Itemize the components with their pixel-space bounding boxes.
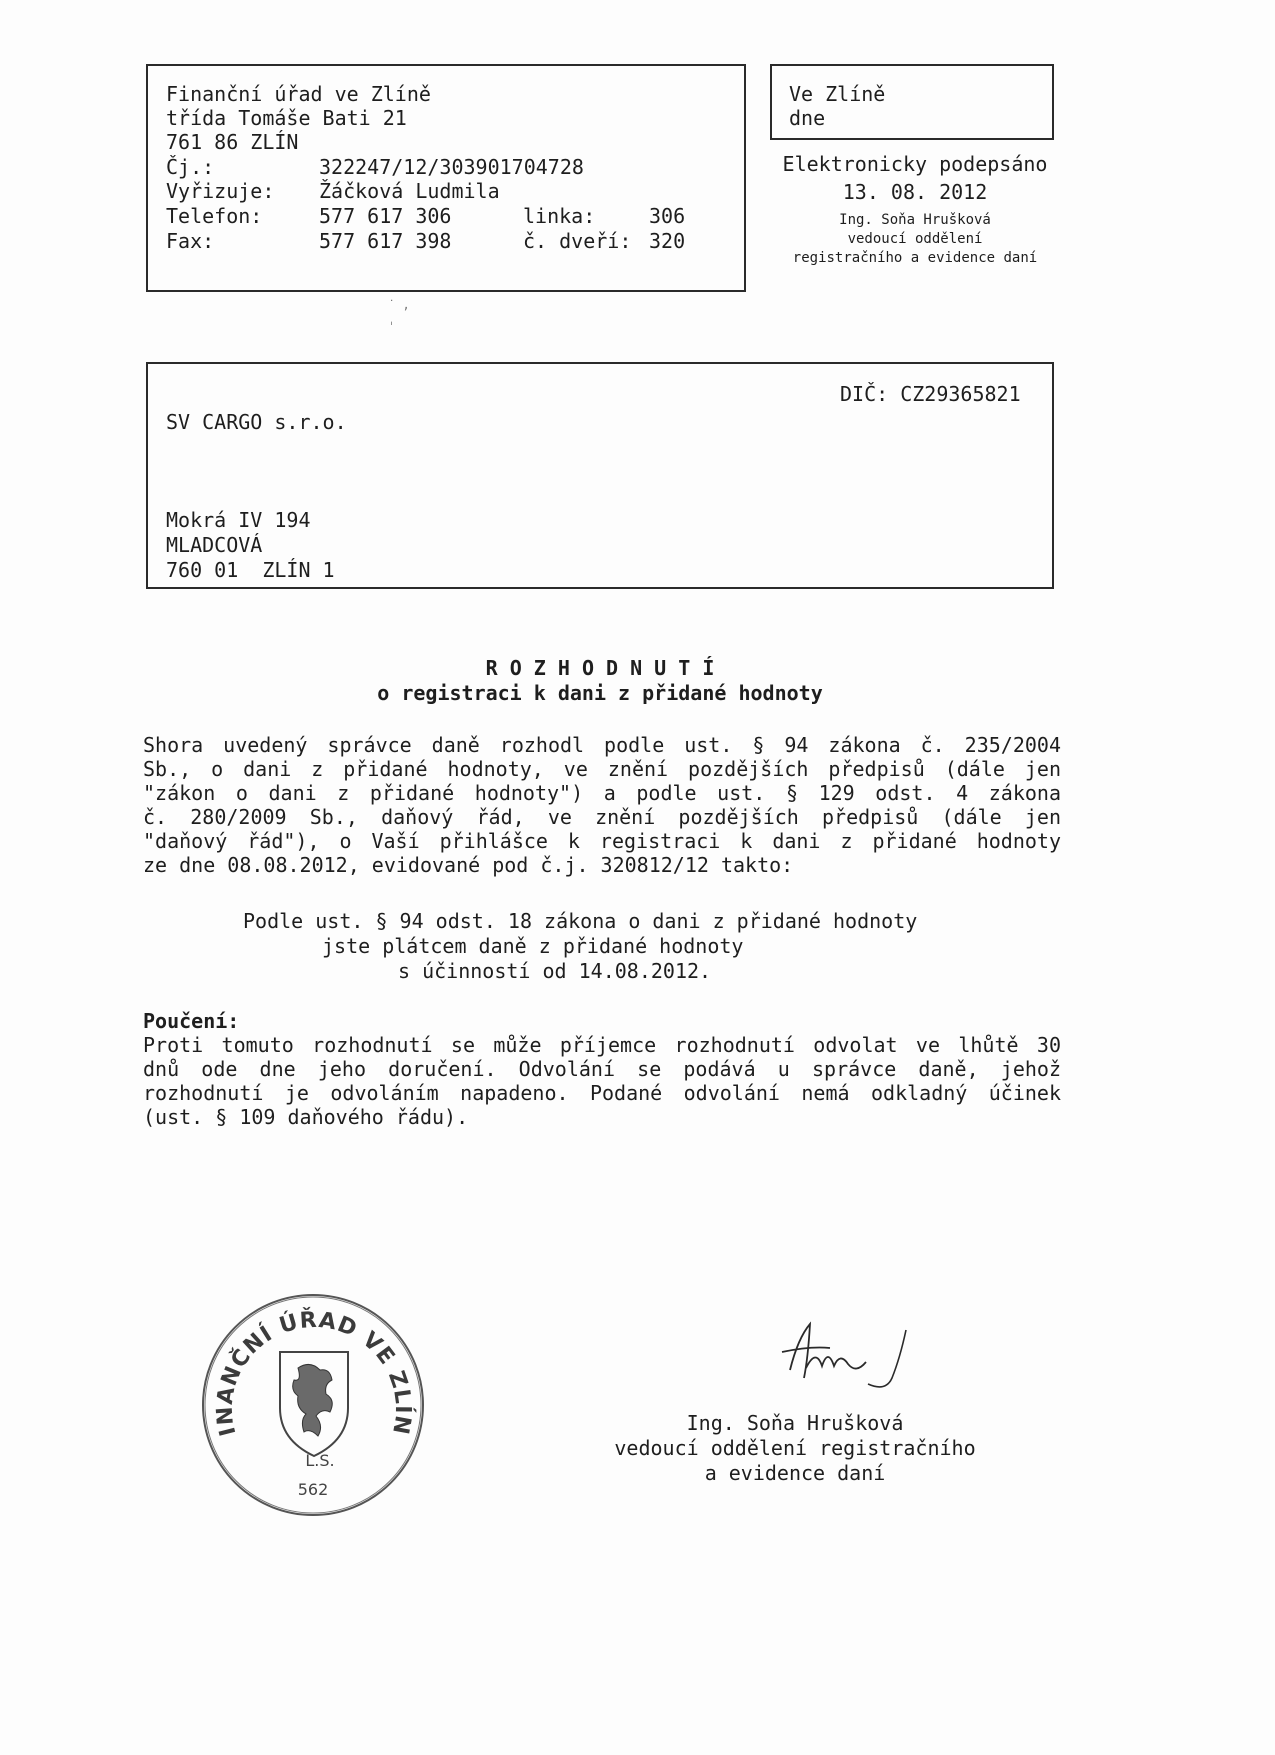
date-line: dne — [789, 106, 826, 130]
door-value: 320 — [649, 229, 686, 253]
phone-label: Telefon: — [166, 204, 263, 228]
stamp-text: INANČNÍ ÚŘAD VE ZLÍN — [212, 1307, 416, 1439]
instruction-heading: Poučení: — [143, 1009, 240, 1033]
e-signature-role2: registračního a evidence daní — [792, 250, 1038, 266]
stamp-number: 562 — [297, 1480, 329, 1499]
signatory-name: Ing. Soňa Hrušková — [686, 1411, 904, 1435]
recipient-city: 760 01 ZLÍN 1 — [166, 558, 335, 582]
instruction-line-2: dnů ode dne jeho doručení. Odvolání se podává u správce daně, jehož — [143, 1057, 1061, 1081]
body-line-2: Sb., o dani z přidané hodnoty, ve znění pozdějších předpisů (dále jen — [143, 757, 1061, 781]
official-stamp — [198, 1290, 428, 1520]
cj-value: 322247/12/303901704728 — [319, 155, 584, 179]
phone-value: 577 617 306 — [319, 204, 452, 228]
instruction-line-1: Proti tomuto rozhodnutí se může příjemce rozhodnutí odvolat ve lhůtě 30 — [143, 1033, 1061, 1057]
e-signature-role1: vedoucí oddělení — [847, 231, 983, 247]
document-title: R O Z H O D N U T Í — [485, 656, 715, 680]
sender-street: třída Tomáše Bati 21 — [166, 106, 407, 130]
stamp-ls: L.S. — [305, 1451, 335, 1470]
body-line-1: Shora uvedený správce daně rozhodl podle ust. § 94 zákona č. 235/2004 — [143, 733, 1061, 757]
instruction-line-3: rozhodnutí je odvoláním napadeno. Podané odvolání nemá odkladný účinek — [143, 1081, 1061, 1105]
body-line-6: ze dne 08.08.2012, evidované pod č.j. 320812/12 takto: — [143, 853, 794, 877]
handler-value: Žáčková Ludmila — [319, 179, 500, 203]
recipient-street: Mokrá IV 194 — [166, 508, 311, 532]
e-signature-label: Elektronicky podepsáno — [782, 152, 1048, 176]
signatory-role-1: vedoucí oddělení registračního — [614, 1436, 976, 1460]
stamp-graphic — [198, 1290, 428, 1520]
ext-label: linka: — [523, 204, 596, 228]
signatory-role-2: a evidence daní — [704, 1461, 886, 1485]
scan-mark: ˙ ,ˌ — [388, 298, 410, 326]
sender-office: Finanční úřad ve Zlíně — [166, 82, 431, 106]
place-line: Ve Zlíně — [789, 82, 886, 106]
body-line-4: č. 280/2009 Sb., daňový řád, ve znění pozdějších předpisů (dále jen — [143, 805, 1061, 829]
instruction-line-4: (ust. § 109 daňového řádu). — [143, 1105, 469, 1129]
handwritten-signature — [760, 1318, 940, 1408]
door-label: č. dveří: — [523, 229, 632, 253]
document-subtitle: o registraci k dani z přidané hodnoty — [377, 681, 823, 705]
stamp-lion — [293, 1364, 333, 1436]
decision-line-2: jste plátcem daně z přidané hodnoty — [322, 934, 744, 958]
recipient-village: MLADCOVÁ — [166, 533, 263, 557]
e-signature-name: Ing. Soňa Hrušková — [839, 212, 991, 228]
decision-line-3: s účinností od 14.08.2012. — [398, 959, 712, 983]
fax-label: Fax: — [166, 229, 215, 253]
body-line-5: "daňový řád"), o Vaší přihlášce k registraci k dani z přidané hodnoty — [143, 829, 1061, 853]
recipient-name: SV CARGO s.r.o. — [166, 410, 347, 434]
e-signature-date: 13. 08. 2012 — [842, 180, 988, 204]
sender-city: 761 86 ZLÍN — [166, 130, 299, 154]
decision-line-1: Podle ust. § 94 odst. 18 zákona o dani z přidané hodnoty — [243, 909, 918, 933]
body-line-3: "zákon o dani z přidané hodnoty") a podle ust. § 129 odst. 4 zákona — [143, 781, 1061, 805]
recipient-dic: DIČ: CZ29365821 — [840, 382, 1021, 406]
cj-label: Čj.: — [166, 155, 215, 179]
ext-value: 306 — [649, 204, 686, 228]
handler-label: Vyřizuje: — [166, 179, 275, 203]
fax-value: 577 617 398 — [319, 229, 452, 253]
